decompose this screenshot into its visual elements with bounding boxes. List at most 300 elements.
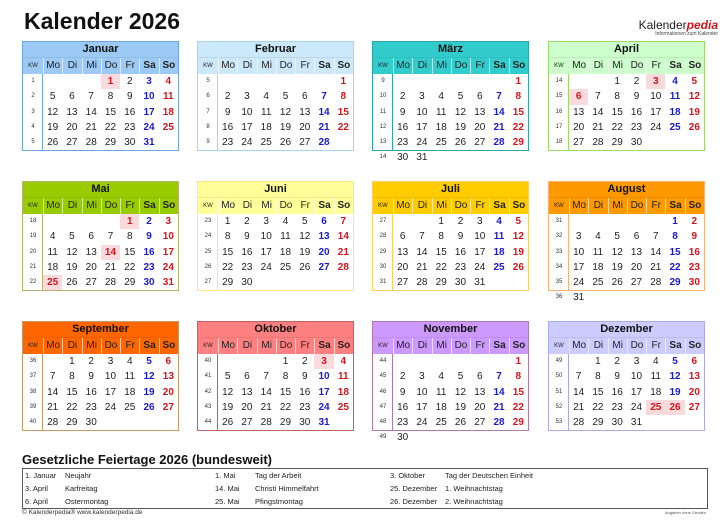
day-cell[interactable]: 20 xyxy=(630,261,643,273)
day-cell[interactable]: 21 xyxy=(104,261,117,273)
day-cell[interactable]: 8 xyxy=(224,231,231,243)
day-cell[interactable]: 13 xyxy=(688,371,700,383)
day-cell[interactable]: 24 xyxy=(260,261,272,273)
day-cell[interactable]: 7 xyxy=(652,231,659,243)
day-cell[interactable] xyxy=(569,214,588,229)
day-cell[interactable]: 3 xyxy=(646,74,665,89)
day-cell[interactable]: 30 xyxy=(688,277,700,289)
day-cell[interactable]: 12 xyxy=(299,231,311,243)
day-cell[interactable]: 25 xyxy=(337,401,349,413)
day-cell[interactable]: 28 xyxy=(337,261,349,273)
day-cell[interactable]: 2 xyxy=(146,216,152,227)
day-cell[interactable]: 30 xyxy=(397,432,409,444)
day-cell[interactable]: 19 xyxy=(299,246,311,258)
day-cell[interactable]: 14 xyxy=(416,246,428,258)
day-cell[interactable]: 5 xyxy=(146,356,152,367)
day-cell[interactable]: 9 xyxy=(399,386,406,398)
day-cell[interactable]: 14 xyxy=(318,106,330,118)
day-cell[interactable]: 30 xyxy=(241,277,253,289)
day-cell[interactable] xyxy=(569,354,588,369)
day-cell[interactable]: 26 xyxy=(66,277,78,289)
day-cell[interactable]: 21 xyxy=(493,401,505,413)
day-cell[interactable]: 7 xyxy=(496,371,502,383)
day-cell[interactable]: 24 xyxy=(162,261,174,273)
day-cell[interactable]: 18 xyxy=(162,106,174,118)
day-cell[interactable]: 30 xyxy=(630,137,643,149)
day-cell[interactable]: 9 xyxy=(399,106,406,118)
day-cell[interactable]: 22 xyxy=(592,401,604,413)
day-cell[interactable]: 30 xyxy=(143,277,155,289)
day-cell[interactable]: 27 xyxy=(573,137,585,149)
day-cell[interactable]: 18 xyxy=(650,386,662,398)
day-cell[interactable] xyxy=(665,290,684,305)
day-cell[interactable]: 12 xyxy=(454,386,467,398)
day-cell[interactable]: 26 xyxy=(454,137,467,149)
day-cell[interactable] xyxy=(295,275,314,290)
day-cell[interactable]: 29 xyxy=(279,417,292,429)
day-cell[interactable]: 11 xyxy=(436,386,447,398)
day-cell[interactable]: 11 xyxy=(669,91,681,103)
day-cell[interactable]: 29 xyxy=(104,137,117,149)
day-cell[interactable]: 26 xyxy=(688,121,700,133)
day-cell[interactable]: 14 xyxy=(493,386,505,398)
day-cell[interactable] xyxy=(665,135,684,150)
day-cell[interactable] xyxy=(451,354,470,369)
day-cell[interactable]: 13 xyxy=(299,106,311,118)
day-cell[interactable]: 2 xyxy=(614,356,620,367)
day-cell[interactable]: 29 xyxy=(669,277,681,289)
day-cell[interactable]: 18 xyxy=(337,386,349,398)
day-cell[interactable] xyxy=(101,415,120,430)
day-cell[interactable]: 6 xyxy=(69,91,75,103)
day-cell[interactable] xyxy=(334,415,353,430)
day-cell[interactable]: 24 xyxy=(318,401,330,413)
day-cell[interactable]: 9 xyxy=(691,231,698,243)
day-cell[interactable]: 11 xyxy=(124,371,135,383)
day-cell[interactable]: 4 xyxy=(282,216,289,227)
copyright-link[interactable]: © Kalenderpedia® www.kalenderpedia.de xyxy=(22,509,143,516)
day-cell[interactable]: 24 xyxy=(474,261,486,273)
day-cell[interactable]: 5 xyxy=(282,91,289,103)
day-cell[interactable]: 22 xyxy=(611,121,623,133)
day-cell[interactable]: 29 xyxy=(611,137,623,149)
day-cell[interactable]: 5 xyxy=(49,91,56,103)
day-cell[interactable]: 1 xyxy=(595,356,601,367)
day-cell[interactable]: 20 xyxy=(241,401,253,413)
day-cell[interactable]: 31 xyxy=(474,277,486,289)
day-cell[interactable]: 9 xyxy=(224,106,231,118)
day-cell[interactable]: 2 xyxy=(399,91,406,103)
day-cell[interactable]: 1 xyxy=(438,216,444,227)
day-cell[interactable]: 2 xyxy=(244,216,250,227)
day-cell[interactable]: 14 xyxy=(85,106,97,118)
day-cell[interactable]: 25 xyxy=(669,121,681,133)
day-cell[interactable]: 15 xyxy=(592,386,604,398)
day-cell[interactable]: 15 xyxy=(222,246,234,258)
day-cell[interactable]: 3 xyxy=(419,371,425,383)
day-cell[interactable]: 12 xyxy=(47,106,59,118)
day-cell[interactable]: 23 xyxy=(397,137,409,149)
day-cell[interactable]: 21 xyxy=(493,121,505,133)
day-cell[interactable] xyxy=(43,214,62,229)
day-cell[interactable]: 24 xyxy=(416,417,428,429)
day-cell[interactable] xyxy=(412,214,431,229)
day-cell[interactable]: 23 xyxy=(611,401,623,413)
day-cell[interactable] xyxy=(82,214,101,229)
day-cell[interactable]: 26 xyxy=(611,277,623,289)
day-cell[interactable]: 25 xyxy=(43,275,62,290)
day-cell[interactable]: 24 xyxy=(573,277,585,289)
day-cell[interactable] xyxy=(588,290,607,305)
day-cell[interactable] xyxy=(432,74,451,89)
day-cell[interactable]: 18 xyxy=(435,401,447,413)
day-cell[interactable]: 26 xyxy=(665,400,684,415)
day-cell[interactable]: 23 xyxy=(688,261,700,273)
day-cell[interactable]: 13 xyxy=(397,246,409,258)
day-cell[interactable]: 28 xyxy=(104,277,117,289)
day-cell[interactable]: 16 xyxy=(397,401,409,413)
day-cell[interactable] xyxy=(470,150,489,165)
day-cell[interactable]: 7 xyxy=(49,371,56,383)
day-cell[interactable]: 18 xyxy=(592,261,604,273)
day-cell[interactable]: 19 xyxy=(669,386,681,398)
day-cell[interactable] xyxy=(451,430,470,445)
day-cell[interactable]: 29 xyxy=(435,277,447,289)
day-cell[interactable]: 17 xyxy=(650,106,662,118)
day-cell[interactable]: 14 xyxy=(493,106,505,118)
day-cell[interactable]: 30 xyxy=(299,417,311,429)
day-cell[interactable]: 1 xyxy=(515,76,522,87)
day-cell[interactable]: 29 xyxy=(222,277,234,289)
day-cell[interactable]: 5 xyxy=(224,371,231,383)
day-cell[interactable]: 13 xyxy=(162,371,174,383)
day-cell[interactable]: 29 xyxy=(592,417,604,429)
day-cell[interactable] xyxy=(218,354,237,369)
day-cell[interactable]: 2 xyxy=(88,356,94,367)
day-cell[interactable]: 2 xyxy=(224,91,231,103)
day-cell[interactable]: 22 xyxy=(222,261,234,273)
day-cell[interactable]: 3 xyxy=(476,216,483,227)
day-cell[interactable]: 21 xyxy=(47,401,59,413)
day-cell[interactable]: 2 xyxy=(126,76,133,87)
day-cell[interactable]: 23 xyxy=(124,121,136,133)
day-cell[interactable]: 19 xyxy=(143,386,155,398)
day-cell[interactable]: 23 xyxy=(85,401,97,413)
day-cell[interactable]: 16 xyxy=(124,106,136,118)
day-cell[interactable]: 27 xyxy=(630,277,643,289)
day-cell[interactable]: 18 xyxy=(279,246,292,258)
day-cell[interactable]: 12 xyxy=(222,386,234,398)
day-cell[interactable]: 6 xyxy=(476,91,483,103)
day-cell[interactable]: 18 xyxy=(260,121,272,133)
day-cell[interactable] xyxy=(470,354,489,369)
day-cell[interactable]: 4 xyxy=(438,371,444,383)
day-cell[interactable]: 13 xyxy=(474,386,486,398)
day-cell[interactable]: 22 xyxy=(669,261,681,273)
day-cell[interactable]: 1 xyxy=(69,356,75,367)
day-cell[interactable]: 26 xyxy=(454,417,467,429)
day-cell[interactable]: 15 xyxy=(669,246,681,258)
day-cell[interactable]: 16 xyxy=(143,246,155,258)
day-cell[interactable] xyxy=(62,74,81,89)
day-cell[interactable] xyxy=(257,74,276,89)
day-cell[interactable]: 25 xyxy=(493,261,505,273)
day-cell[interactable] xyxy=(101,214,120,229)
day-cell[interactable] xyxy=(509,430,528,445)
day-cell[interactable]: 17 xyxy=(416,401,428,413)
day-cell[interactable]: 4 xyxy=(263,91,269,103)
day-cell[interactable] xyxy=(218,74,237,89)
day-cell[interactable]: 12 xyxy=(279,106,292,118)
day-cell[interactable]: 11 xyxy=(261,106,272,118)
day-cell[interactable]: 10 xyxy=(162,231,174,243)
day-cell[interactable] xyxy=(685,290,704,305)
day-cell[interactable]: 8 xyxy=(595,371,601,383)
day-cell[interactable]: 4 xyxy=(340,356,347,367)
day-cell[interactable]: 19 xyxy=(222,401,234,413)
day-cell[interactable]: 22 xyxy=(435,261,447,273)
day-cell[interactable]: 17 xyxy=(630,386,643,398)
day-cell[interactable]: 14 xyxy=(592,106,604,118)
day-cell[interactable]: 10 xyxy=(416,386,428,398)
day-cell[interactable]: 10 xyxy=(241,106,253,118)
day-cell[interactable]: 23 xyxy=(299,401,311,413)
day-cell[interactable]: 7 xyxy=(496,91,502,103)
day-cell[interactable] xyxy=(257,354,276,369)
day-cell[interactable]: 9 xyxy=(146,231,152,243)
day-cell[interactable]: 16 xyxy=(397,121,409,133)
day-cell[interactable]: 22 xyxy=(337,121,349,133)
day-cell[interactable] xyxy=(257,275,276,290)
day-cell[interactable]: 17 xyxy=(260,246,272,258)
day-cell[interactable]: 25 xyxy=(162,121,174,133)
day-cell[interactable]: 9 xyxy=(614,371,620,383)
day-cell[interactable] xyxy=(489,150,508,165)
day-cell[interactable]: 12 xyxy=(611,246,623,258)
day-cell[interactable] xyxy=(489,275,508,290)
day-cell[interactable]: 28 xyxy=(650,277,662,289)
day-cell[interactable] xyxy=(569,74,588,89)
day-cell[interactable]: 16 xyxy=(611,386,623,398)
day-cell[interactable]: 17 xyxy=(318,386,330,398)
day-cell[interactable]: 2 xyxy=(399,371,406,383)
day-cell[interactable]: 27 xyxy=(318,261,330,273)
day-cell[interactable] xyxy=(295,74,314,89)
day-cell[interactable]: 14 xyxy=(47,386,59,398)
brand-logo[interactable] xyxy=(639,18,718,37)
day-cell[interactable]: 27 xyxy=(66,137,78,149)
day-cell[interactable]: 25 xyxy=(646,400,665,415)
day-cell[interactable]: 20 xyxy=(474,401,486,413)
day-cell[interactable]: 12 xyxy=(454,106,467,118)
day-cell[interactable]: 20 xyxy=(688,386,700,398)
day-cell[interactable]: 28 xyxy=(493,137,505,149)
day-cell[interactable] xyxy=(432,430,451,445)
day-cell[interactable]: 30 xyxy=(124,137,136,149)
day-cell[interactable]: 23 xyxy=(397,417,409,429)
day-cell[interactable]: 20 xyxy=(474,121,486,133)
day-cell[interactable]: 12 xyxy=(512,231,524,243)
day-cell[interactable]: 13 xyxy=(573,106,585,118)
day-cell[interactable]: 20 xyxy=(299,121,311,133)
day-cell[interactable]: 10 xyxy=(318,371,330,383)
day-cell[interactable]: 31 xyxy=(416,152,428,164)
day-cell[interactable]: 3 xyxy=(146,76,152,87)
day-cell[interactable]: 10 xyxy=(630,371,643,383)
day-cell[interactable] xyxy=(393,354,412,369)
day-cell[interactable]: 18 xyxy=(435,121,447,133)
day-cell[interactable] xyxy=(451,74,470,89)
day-cell[interactable]: 8 xyxy=(438,231,444,243)
day-cell[interactable]: 10 xyxy=(474,231,486,243)
day-cell[interactable]: 28 xyxy=(260,417,272,429)
day-cell[interactable]: 9 xyxy=(457,231,464,243)
day-cell[interactable] xyxy=(432,354,451,369)
day-cell[interactable]: 1 xyxy=(340,76,347,87)
day-cell[interactable] xyxy=(489,74,508,89)
day-cell[interactable]: 23 xyxy=(222,137,234,149)
day-cell[interactable]: 17 xyxy=(416,121,428,133)
day-cell[interactable]: 19 xyxy=(454,401,467,413)
day-cell[interactable]: 27 xyxy=(85,277,97,289)
day-cell[interactable]: 20 xyxy=(85,261,97,273)
day-cell[interactable]: 27 xyxy=(397,277,409,289)
day-cell[interactable]: 20 xyxy=(397,261,409,273)
day-cell[interactable]: 12 xyxy=(688,91,700,103)
day-cell[interactable]: 20 xyxy=(162,386,174,398)
day-cell[interactable]: 13 xyxy=(630,246,643,258)
day-cell[interactable] xyxy=(43,74,62,89)
day-cell[interactable]: 28 xyxy=(47,417,59,429)
day-cell[interactable]: 19 xyxy=(279,121,292,133)
day-cell[interactable]: 8 xyxy=(515,371,522,383)
day-cell[interactable]: 22 xyxy=(124,261,136,273)
day-cell[interactable] xyxy=(432,150,451,165)
day-cell[interactable]: 4 xyxy=(496,216,502,227)
day-cell[interactable] xyxy=(588,214,607,229)
day-cell[interactable]: 17 xyxy=(104,386,117,398)
day-cell[interactable]: 11 xyxy=(592,246,604,258)
day-cell[interactable]: 16 xyxy=(454,246,467,258)
day-cell[interactable]: 7 xyxy=(419,231,425,243)
day-cell[interactable]: 7 xyxy=(263,371,269,383)
day-cell[interactable]: 21 xyxy=(318,121,330,133)
day-cell[interactable] xyxy=(334,275,353,290)
day-cell[interactable]: 2 xyxy=(633,76,640,87)
day-cell[interactable]: 1 xyxy=(282,356,289,367)
day-cell[interactable] xyxy=(646,135,665,150)
day-cell[interactable]: 19 xyxy=(66,261,78,273)
day-cell[interactable]: 20 xyxy=(573,121,585,133)
day-cell[interactable]: 15 xyxy=(512,386,524,398)
day-cell[interactable]: 26 xyxy=(512,261,524,273)
day-cell[interactable]: 19 xyxy=(454,121,467,133)
day-cell[interactable]: 13 xyxy=(318,231,330,243)
day-cell[interactable]: 6 xyxy=(321,216,327,227)
day-cell[interactable]: 8 xyxy=(672,231,678,243)
day-cell[interactable]: 17 xyxy=(162,246,174,258)
day-cell[interactable]: 2 xyxy=(457,216,464,227)
day-cell[interactable] xyxy=(159,415,178,430)
day-cell[interactable]: 3 xyxy=(314,354,333,369)
day-cell[interactable]: 5 xyxy=(614,231,620,243)
day-cell[interactable]: 8 xyxy=(340,91,347,103)
day-cell[interactable]: 25 xyxy=(435,137,447,149)
day-cell[interactable]: 7 xyxy=(575,371,582,383)
day-cell[interactable] xyxy=(646,214,665,229)
day-cell[interactable]: 19 xyxy=(512,246,524,258)
day-cell[interactable]: 21 xyxy=(85,121,97,133)
day-cell[interactable]: 22 xyxy=(104,121,117,133)
day-cell[interactable]: 27 xyxy=(299,137,311,149)
day-cell[interactable] xyxy=(412,430,431,445)
day-cell[interactable]: 11 xyxy=(650,371,661,383)
day-cell[interactable]: 16 xyxy=(222,121,234,133)
day-cell[interactable]: 30 xyxy=(397,152,409,164)
day-cell[interactable]: 23 xyxy=(630,121,643,133)
day-cell[interactable]: 3 xyxy=(165,216,172,227)
day-cell[interactable] xyxy=(509,275,528,290)
day-cell[interactable] xyxy=(62,214,81,229)
day-cell[interactable]: 30 xyxy=(611,417,623,429)
day-cell[interactable]: 14 xyxy=(337,231,349,243)
day-cell[interactable]: 9 xyxy=(244,231,250,243)
day-cell[interactable]: 3 xyxy=(633,356,640,367)
day-cell[interactable]: 12 xyxy=(669,371,681,383)
day-cell[interactable]: 3 xyxy=(575,231,582,243)
day-cell[interactable]: 26 xyxy=(222,417,234,429)
day-cell[interactable]: 6 xyxy=(88,231,94,243)
day-cell[interactable]: 29 xyxy=(66,417,78,429)
day-cell[interactable]: 15 xyxy=(124,246,136,258)
day-cell[interactable]: 15 xyxy=(66,386,78,398)
day-cell[interactable]: 4 xyxy=(652,356,659,367)
day-cell[interactable]: 25 xyxy=(592,277,604,289)
day-cell[interactable]: 1 xyxy=(614,76,620,87)
day-cell[interactable] xyxy=(120,415,139,430)
day-cell[interactable] xyxy=(139,415,158,430)
day-cell[interactable]: 11 xyxy=(493,231,505,243)
day-cell[interactable]: 11 xyxy=(338,371,349,383)
day-cell[interactable]: 8 xyxy=(126,231,133,243)
day-cell[interactable]: 13 xyxy=(85,246,97,258)
day-cell[interactable]: 20 xyxy=(66,121,78,133)
day-cell[interactable]: 15 xyxy=(435,246,447,258)
day-cell[interactable] xyxy=(412,74,431,89)
day-cell[interactable] xyxy=(646,415,665,430)
day-cell[interactable]: 18 xyxy=(493,246,505,258)
day-cell[interactable]: 24 xyxy=(143,121,155,133)
day-cell[interactable]: 17 xyxy=(474,246,486,258)
day-cell[interactable]: 23 xyxy=(241,261,253,273)
day-cell[interactable] xyxy=(276,74,295,89)
day-cell[interactable]: 28 xyxy=(416,277,428,289)
day-cell[interactable]: 4 xyxy=(672,76,678,87)
day-cell[interactable]: 1 xyxy=(672,216,678,227)
day-cell[interactable]: 25 xyxy=(435,417,447,429)
day-cell[interactable]: 31 xyxy=(143,137,155,149)
day-cell[interactable]: 31 xyxy=(630,417,643,429)
day-cell[interactable]: 10 xyxy=(416,106,428,118)
day-cell[interactable]: 24 xyxy=(104,401,117,413)
day-cell[interactable]: 12 xyxy=(66,246,78,258)
day-cell[interactable]: 21 xyxy=(573,401,585,413)
day-cell[interactable] xyxy=(237,354,256,369)
day-cell[interactable]: 3 xyxy=(107,356,114,367)
day-cell[interactable]: 10 xyxy=(650,91,662,103)
day-cell[interactable] xyxy=(82,74,101,89)
day-cell[interactable]: 22 xyxy=(512,401,524,413)
